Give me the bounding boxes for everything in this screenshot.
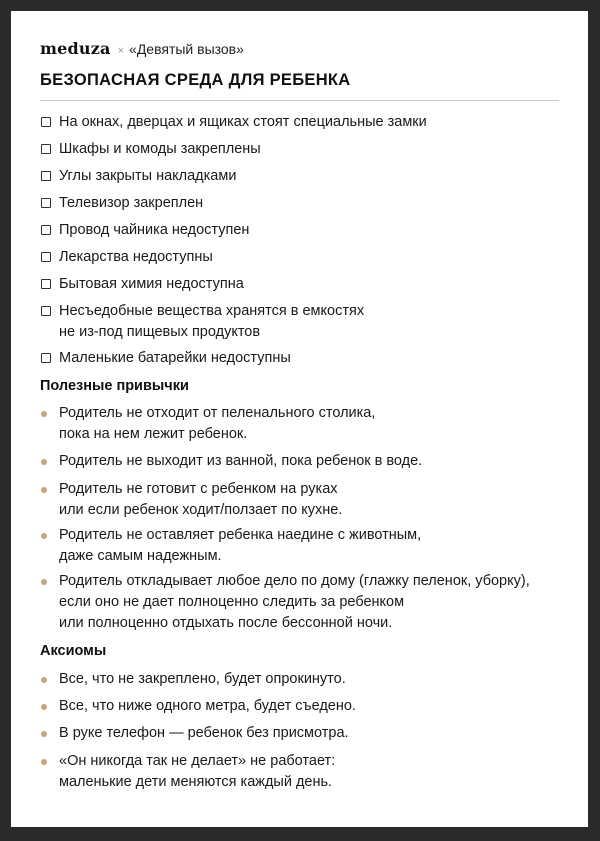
list-item-text: Родитель не отходит от пеленального столика, пока на нем лежит ребенок.: [59, 405, 376, 442]
bullet-icon: [41, 411, 47, 417]
bullet-icon: [41, 487, 47, 493]
checkbox-icon[interactable]: [41, 225, 51, 235]
bullet-icon: [41, 459, 47, 465]
checklist-item-text: Лекарства недоступны: [59, 249, 213, 265]
bullet-icon: [41, 677, 47, 683]
section-heading-axioms: Аксиомы: [40, 643, 107, 659]
checkbox-icon[interactable]: [41, 171, 51, 181]
checklist-item-text: Несъедобные вещества хранятся в емкостях не из-под пищевых продуктов: [59, 303, 365, 340]
checklist-item-text: Маленькие батарейки недоступны: [59, 350, 291, 366]
list-item-text: Все, что ниже одного метра, будет съедено.: [59, 698, 356, 714]
checkbox-icon[interactable]: [41, 252, 51, 262]
list-item-text: Родитель не готовит с ребенком на руках или если ребенок ходит/ползает по кухне.: [59, 481, 343, 518]
list-item-text: «Он никогда так не делает» не работает: маленькие дети меняются каждый день.: [59, 753, 336, 790]
bullet-icon: [41, 533, 47, 539]
bullet-icon: [41, 759, 47, 765]
checklist-item-text: Телевизор закреплен: [59, 195, 204, 211]
document-page: [11, 11, 588, 827]
list-item-text: В руке телефон — ребенок без присмотра.: [59, 725, 349, 741]
header-separator: ×: [117, 45, 125, 57]
bullet-icon: [41, 704, 47, 710]
list-item-text: Родитель откладывает любое дело по дому (глажку пеленок, уборку), если оно не дает полноценно следить за ребенком или полноценно отдыхать после бессонной ночи.: [59, 573, 530, 631]
checklist-item-text: Провод чайника недоступен: [59, 222, 250, 238]
checkbox-icon[interactable]: [41, 117, 51, 127]
meduza-logo[interactable]: meduza: [40, 39, 111, 58]
bullet-icon: [41, 731, 47, 737]
checkbox-icon[interactable]: [41, 306, 51, 316]
checklist-item-text: Углы закрыты накладками: [59, 168, 237, 184]
list-item-text: Родитель не выходит из ванной, пока ребенок в воде.: [59, 453, 423, 469]
list-item-text: Родитель не оставляет ребенка наедине с животным, даже самым надежным.: [59, 527, 422, 564]
title-divider: [40, 100, 559, 101]
section-heading-habits: Полезные привычки: [40, 378, 189, 394]
checklist-item-text: На окнах, дверцах и ящиках стоят специальные замки: [59, 114, 427, 130]
header: [40, 39, 244, 61]
bullet-icon: [41, 579, 47, 585]
list-item-text: Все, что не закреплено, будет опрокинуто.: [59, 671, 346, 687]
checkbox-icon[interactable]: [41, 279, 51, 289]
checkbox-icon[interactable]: [41, 353, 51, 363]
checklist-item-text: Бытовая химия недоступна: [59, 276, 244, 292]
header-subtitle: «Девятый вызов»: [129, 41, 244, 57]
checkbox-icon[interactable]: [41, 144, 51, 154]
page-title: БЕЗОПАСНАЯ СРЕДА ДЛЯ РЕБЕНКА: [40, 71, 351, 89]
checklist-item-text: Шкафы и комоды закреплены: [59, 141, 261, 157]
checkbox-icon[interactable]: [41, 198, 51, 208]
